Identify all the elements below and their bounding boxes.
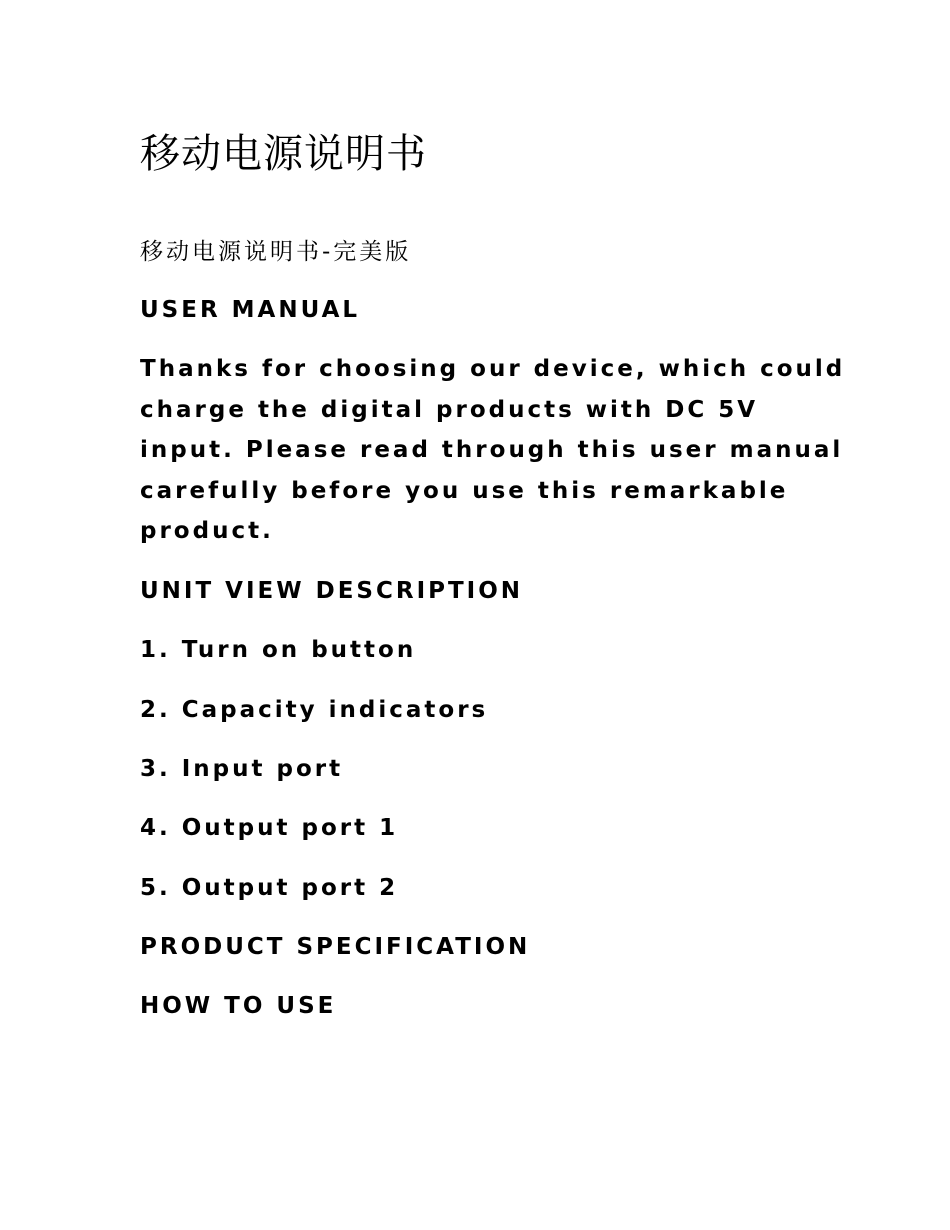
- document-title: 移动电源说明书: [140, 131, 427, 177]
- intro-line: Thanks for choosing our device, which could: [140, 356, 846, 382]
- unit-item-output-port-1: 4. Output port 1: [140, 815, 399, 841]
- intro-line: charge the digital products with DC 5V: [140, 396, 759, 423]
- unit-item-capacity-indicators: 2. Capacity indicators: [140, 697, 489, 723]
- document-subtitle: 移动电源说明书-完美版: [140, 239, 412, 265]
- intro-line: input. Please read through this user manual: [140, 437, 844, 463]
- intro-line: carefully before you use this remarkable: [140, 477, 789, 504]
- unit-item-input-port: 3. Input port: [140, 756, 344, 782]
- unit-item-output-port-2: 5. Output port 2: [140, 875, 399, 901]
- heading-how-to-use: HOW TO USE: [140, 993, 337, 1019]
- heading-user-manual: USER MANUAL: [140, 297, 361, 323]
- intro-line: product.: [140, 518, 274, 544]
- intro-paragraph: [140, 349, 845, 552]
- heading-unit-view-description: UNIT VIEW DESCRIPTION: [140, 578, 524, 604]
- unit-item-turn-on-button: 1. Turn on button: [140, 637, 417, 663]
- heading-product-specification: PRODUCT SPECIFICATION: [140, 934, 531, 960]
